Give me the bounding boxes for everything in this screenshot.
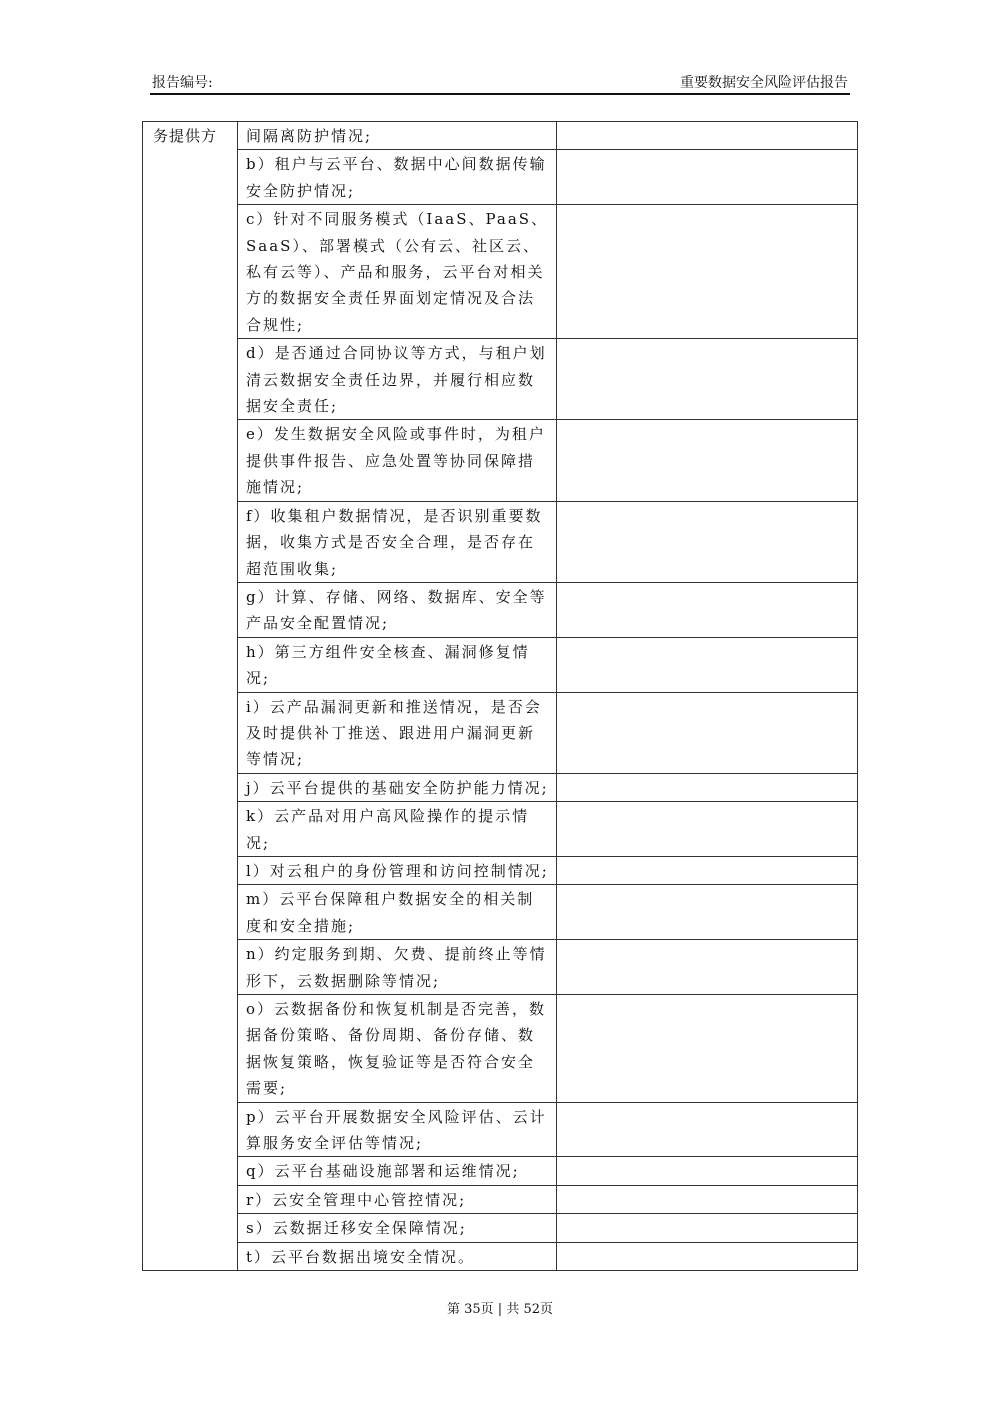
- result-cell: [557, 122, 858, 150]
- result-cell: [557, 205, 858, 339]
- item-cell: b）租户与云平台、数据中心间数据传输安全防护情况;: [238, 150, 557, 205]
- item-cell: c）针对不同服务模式（IaaS、PaaS、SaaS）、部署模式（公有云、社区云、私有云等）、产品和服务，云平台对相关方的数据安全责任界面划定情况及合法合规性;: [238, 205, 557, 339]
- result-cell: [557, 1102, 858, 1157]
- result-cell: [557, 856, 858, 884]
- table-row: [143, 1214, 858, 1242]
- table-row: [143, 940, 858, 995]
- item-cell: e）发生数据安全风险或事件时，为租户提供事件报告、应急处置等协同保障措施情况;: [238, 420, 557, 501]
- result-cell: [557, 995, 858, 1103]
- item-cell: d）是否通过合同协议等方式，与租户划清云数据安全责任边界，并履行相应数据安全责任;: [238, 339, 557, 420]
- report-number-label: 报告编号:: [152, 75, 213, 91]
- result-cell: [557, 420, 858, 501]
- item-cell: k）云产品对用户高风险操作的提示情况;: [238, 802, 557, 857]
- header-divider: [150, 93, 850, 95]
- item-cell: h）第三方组件安全核查、漏洞修复情况;: [238, 637, 557, 692]
- evaluation-table: [142, 121, 858, 1271]
- table-row: [143, 1185, 858, 1213]
- table-row: [143, 773, 858, 801]
- table-row: [143, 582, 858, 637]
- result-cell: [557, 1214, 858, 1242]
- item-cell: f）收集租户数据情况，是否识别重要数据，收集方式是否安全合理，是否存在超范围收集;: [238, 501, 557, 582]
- result-cell: [557, 802, 858, 857]
- result-cell: [557, 692, 858, 773]
- category-cell: 务提供方: [143, 122, 238, 1271]
- table-row: [143, 1157, 858, 1185]
- table-row: [143, 122, 858, 150]
- table-row: [143, 501, 858, 582]
- result-cell: [557, 773, 858, 801]
- result-cell: [557, 339, 858, 420]
- item-cell: t）云平台数据出境安全情况。: [238, 1242, 557, 1270]
- page-header: [150, 72, 850, 94]
- table-row: [143, 802, 858, 857]
- table-row: [143, 1242, 858, 1270]
- item-cell: 间隔离防护情况;: [238, 122, 557, 150]
- item-cell: i）云产品漏洞更新和推送情况，是否会及时提供补丁推送、跟进用户漏洞更新等情况;: [238, 692, 557, 773]
- table-row: [143, 205, 858, 339]
- result-cell: [557, 582, 858, 637]
- item-cell: o）云数据备份和恢复机制是否完善，数据备份策略、备份周期、备份存储、数据恢复策略，恢复验证等是否符合安全需要;: [238, 995, 557, 1103]
- table-row: [143, 420, 858, 501]
- result-cell: [557, 150, 858, 205]
- result-cell: [557, 501, 858, 582]
- table-row: [143, 995, 858, 1103]
- item-cell: j）云平台提供的基础安全防护能力情况;: [238, 773, 557, 801]
- table-row: [143, 692, 858, 773]
- item-cell: m）云平台保障租户数据安全的相关制度和安全措施;: [238, 885, 557, 940]
- result-cell: [557, 940, 858, 995]
- table-row: [143, 856, 858, 884]
- table-row: [143, 885, 858, 940]
- table-row: [143, 339, 858, 420]
- item-cell: l）对云租户的身份管理和访问控制情况;: [238, 856, 557, 884]
- result-cell: [557, 637, 858, 692]
- result-cell: [557, 1242, 858, 1270]
- table-row: [143, 150, 858, 205]
- result-cell: [557, 1157, 858, 1185]
- item-cell: g）计算、存储、网络、数据库、安全等产品安全配置情况;: [238, 582, 557, 637]
- item-cell: s）云数据迁移安全保障情况;: [238, 1214, 557, 1242]
- result-cell: [557, 1185, 858, 1213]
- table-row: [143, 637, 858, 692]
- result-cell: [557, 885, 858, 940]
- item-cell: n）约定服务到期、欠费、提前终止等情形下，云数据删除等情况;: [238, 940, 557, 995]
- page-number: 第 35页 | 共 52页: [447, 1302, 553, 1317]
- table-row: [143, 1102, 858, 1157]
- item-cell: q）云平台基础设施部署和运维情况;: [238, 1157, 557, 1185]
- item-cell: p）云平台开展数据安全风险评估、云计算服务安全评估等情况;: [238, 1102, 557, 1157]
- report-title: 重要数据安全风险评估报告: [680, 75, 848, 91]
- item-cell: r）云安全管理中心管控情况;: [238, 1185, 557, 1213]
